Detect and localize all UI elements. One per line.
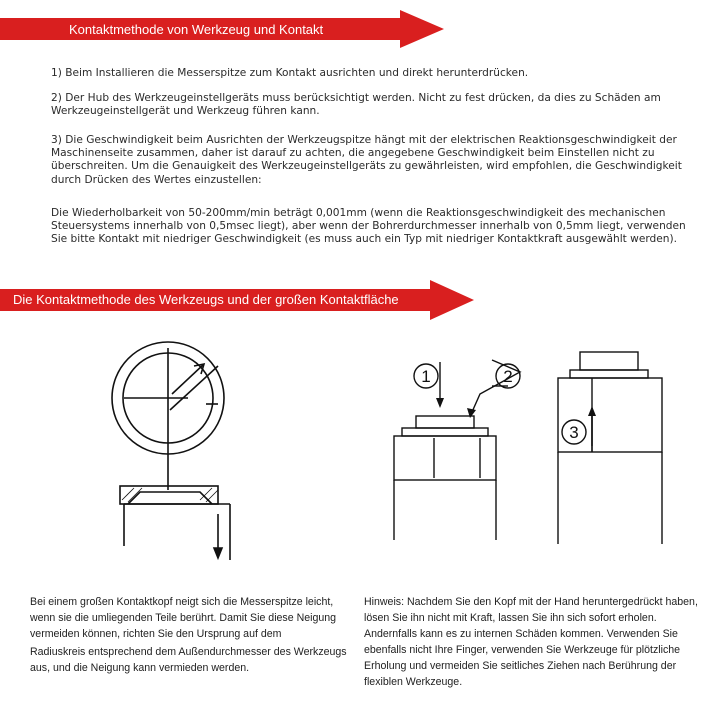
approach-method-figure [380, 350, 540, 540]
left-note-part1: Bei einem großen Kontaktkopf neigt sich die Messerspitze leicht, wenn sie die umliegenden Teile berührt. Damit Sie diese Neigung vermeiden können, richten Sie den Ursprung auf dem [30, 596, 337, 640]
step-3-text: 3) Die Geschwindigkeit beim Ausrichten der Werkzeugspitze hängt mit der elektrischen Reaktionsgeschwindigkeit der Maschinenseite zusammen, daher ist darauf zu achten, die angegebene Geschwindigkeit beim Einstellen nicht zu überschreiten. Um die Genauigkeit des Werkzeugeinstellgeräts zu gewährleisten, wird empfohlen, die Geschwindigkeit durch Drücken des Wertes einzustellen: [51, 134, 682, 186]
step-2-text: 2) Der Hub des Werkzeugeinstellgeräts muss berücksichtigt werden. Nicht zu fest drücken, da dies zu Schäden am Werkzeugeinstellgerät und Werkzeug führen kann. [51, 92, 661, 118]
contact-head-top [580, 352, 638, 370]
step-1-text: 1) Beim Installieren die Messerspitze zum Kontakt ausrichten und direkt herunterdrücken. [51, 67, 529, 79]
arrow-3-head [588, 406, 596, 416]
large-contact-head-figure [100, 328, 260, 568]
callout-3-label: 3 [569, 423, 579, 442]
contact-head-body [394, 436, 496, 480]
radius-arrow-line [172, 364, 204, 394]
section2-banner [0, 280, 476, 322]
left-note-part2: Radiuskreis entsprechend dem Außendurchmesser des Werkzeugs aus, und die Neigung kann vermieden werden. [30, 646, 347, 674]
recovery-method-figure [550, 348, 680, 548]
section1-banner [0, 10, 446, 50]
contact-head-top [416, 416, 474, 428]
arrow-1-head [436, 398, 444, 408]
right-note: Hinweis: Nachdem Sie den Kopf mit der Hand heruntergedrückt haben, lösen Sie ihn nicht mit Kraft, lassen Sie ihn sich sofort erholen. Andernfalls kann es zu internen Schäden kommen. Verwenden Sie ebenfalls nicht Ihre Finger, verwenden Sie Werkzeuge für plötzliche Erholung und vermeiden Sie seitliches Ziehen nach Berührung der flexiblen Werkzeuge. [364, 596, 698, 688]
section2-title: Die Kontaktmethode des Werkzeugs und der großen Kontaktfläche [13, 292, 399, 307]
contact-chamfer [128, 492, 212, 504]
callout-2-label: 2 [503, 367, 513, 386]
repeatability-text: Die Wiederholbarkeit von 50-200mm/min beträgt 0,001mm (wenn die Reaktionsgeschwindigkeit des mechanischen Steuersystems innerhalb von 0,5msec liegt), aber wenn der Bohrerdurchmesser innerhalb von 0,5mm liegt, verwenden Sie bitte Kontakt mit niedriger Geschwindigkeit (es muss auch ein Typ mit niedriger Kontaktkraft ausgewählt werden). [51, 207, 686, 246]
contact-head-step [402, 428, 488, 436]
section1-title: Kontaktmethode von Werkzeug und Kontakt [69, 22, 324, 37]
callout-1-label: 1 [421, 367, 431, 386]
contact-head-step [570, 370, 648, 378]
